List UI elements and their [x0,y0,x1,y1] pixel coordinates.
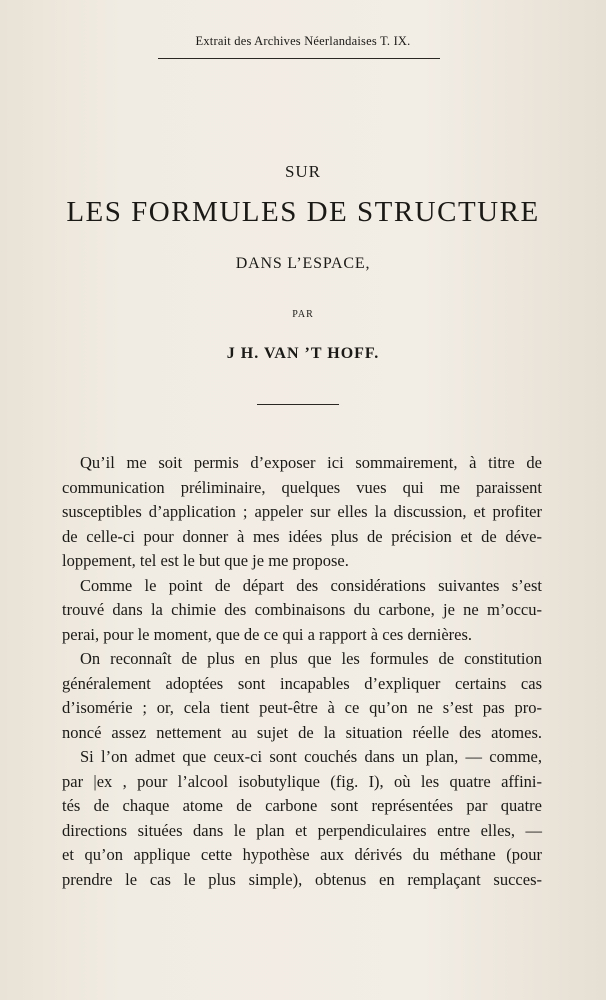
body-line: communication préliminaire, quelques vues qui me paraissent [62,477,542,497]
body-line: directions situées dans le plan et perpendiculaires entre elles, — [62,820,542,840]
body-line: Qu’il me soit permis d’exposer ici sommairement, à titre de [80,453,542,472]
body-line: d’isomérie ; or, cela tient peut-être à ce qu’on ne s’est pas pro- [62,698,542,717]
body-line: et qu’on applique cette hypothèse aux dérivés du méthane (pour [62,845,542,864]
body-line: Comme le point de départ des considérations suivantes s’est [80,575,542,595]
body-line: Si l’on admet que ceux-ci sont couchés dans un plan, — comme, [80,747,542,766]
body-line: On reconnaît de plus en plus que les formules de constitution [80,649,542,668]
body-line: tés de chaque atome de carbone sont représentées par quatre [62,796,542,815]
body-line: généralement adoptées sont incapables d’expliquer certains cas [62,673,542,693]
article-subtitle: DANS L’ESPACE, [235,255,371,272]
body-text [62,451,542,892]
body-line: perai, pour le moment, que de ce qui a rapport à ces dernières. [62,624,473,644]
body-line: loppement, tel est le but que je me propose. [62,551,349,570]
body-line: prendre le cas le plus simple), obtenus en remplaçant succes- [62,869,542,889]
body-line: susceptibles d’application ; appeler sur elles la discussion, et profiter [62,502,542,521]
title-sur: SUR [284,162,322,181]
section-divider [257,404,339,405]
body-line: noncé assez nettement au sujet de la situation réelle des atomes. [62,722,542,742]
body-line: trouvé dans la chimie des combinaisons du carbone, je ne m’occu- [62,600,542,619]
author-name: J H. VAN ’T HOFF. [226,345,380,362]
body-line: de celle-ci pour donner à mes idées plus de précision et de déve- [62,526,542,546]
article-title: LES FORMULES DE STRUCTURE [66,196,540,228]
running-head: Extrait des Archives Néerlandaises T. IX. [195,34,411,48]
title-par: PAR [292,309,314,320]
body-line: par |ex , pour l’alcool isobutylique (fig. I), où les quatre affini- [62,771,542,791]
header-rule [158,58,440,59]
